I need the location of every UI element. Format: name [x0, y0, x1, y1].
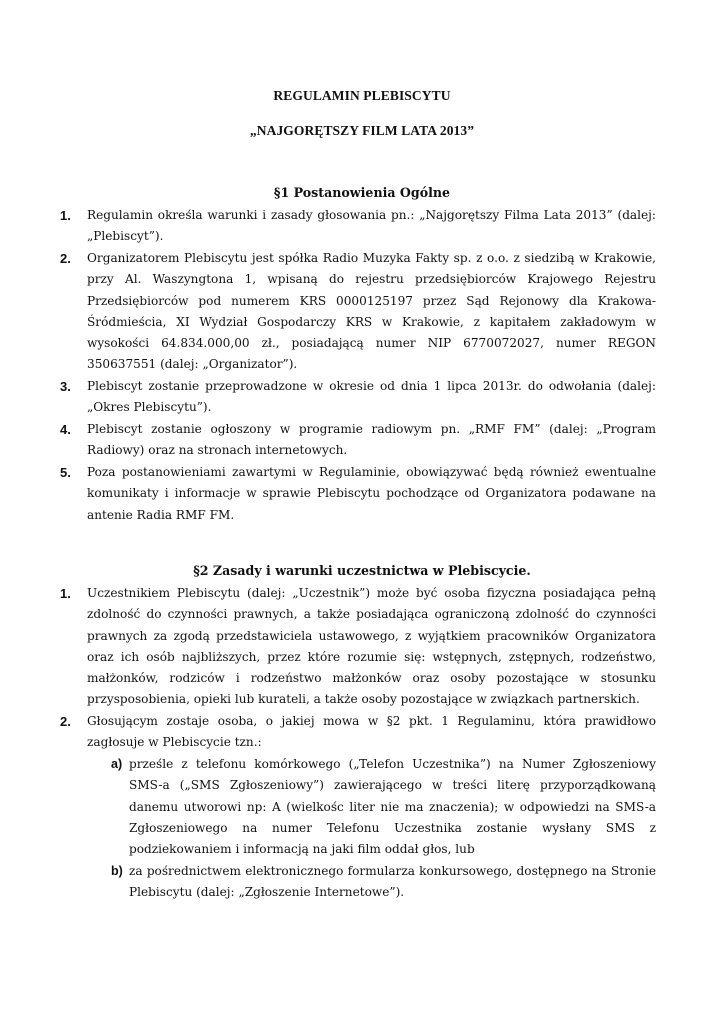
list-item: [60, 462, 656, 526]
list-item-number: 2.: [60, 714, 71, 729]
list-item-text: Plebiscyt zostanie ogłoszony w programie radiowym pn. „RMF FM” (dalej: „Program Radiowy) oraz na stronach internetowych.: [87, 422, 656, 458]
section-2-heading: §2 Zasady i warunki uczestnictwa w Plebiscycie.: [193, 563, 531, 578]
list-item-text: Regulamin określa warunki i zasady głosowania pn.: „Najgorętszy Filma Lata 2013” (dalej: „Plebiscyt”).: [87, 208, 656, 244]
document-subtitle: „NAJGORĘTSZY FILM LATA 2013”: [249, 123, 475, 138]
sub-list-item-letter: b): [111, 864, 123, 878]
list-item: [60, 205, 656, 248]
sub-list-item: [111, 861, 656, 904]
list-item: [60, 583, 656, 711]
list-item-number: 4.: [60, 422, 71, 437]
list-item-number: 1.: [60, 586, 71, 601]
list-item-text: Poza postanowieniami zawartymi w Regulaminie, obowiązywać będą również ewentualne komunikaty i informacje w sprawie Plebiscytu pochodzące od Organizatora podawane na antenie Radia RMF FM.: [87, 465, 656, 522]
list-item-text: Plebiscyt zostanie przeprowadzone w okresie od dnia 1 lipca 2013r. do odwołania (dalej: „Okres Plebiscytu”).: [87, 379, 656, 415]
sub-list-item-text: za pośrednictwem elektronicznego formularza konkursowego, dostępnego na Stronie Plebiscytu (dalej: „Zgłoszenie Internetowe”).: [129, 864, 656, 900]
list-item: [60, 419, 656, 462]
sub-list-item-text: prześle z telefonu komórkowego („Telefon Uczestnika”) na Numer Zgłoszeniowy SMS-a („SMS Zgłoszeniowy”) zawierającego w treści literę przyporządkowaną danemu utworowi np: A (wielkośc liter nie ma znaczenia); w odpowiedzi na SMS-a Zgłoszeniowego na numer Telefonu Uczestnika zostanie wysłany SMS z podziekowaniem i informacją na jaki film oddał głos, lub: [129, 757, 656, 857]
list-item: [60, 376, 656, 419]
list-item: [60, 711, 656, 754]
sub-list-item: [111, 754, 656, 860]
document-title: REGULAMIN PLEBISCYTU: [273, 88, 451, 103]
list-item-text: Głosującym zostaje osoba, o jakiej mowa w §2 pkt. 1 Regulaminu, która prawidłowo zagłosuje w Plebiscycie tzn.:: [87, 714, 656, 750]
list-item-text: Uczestnikiem Plebiscytu (dalej: „Uczestnik”) może być osoba fizyczna posiadająca pełną zdolność do czynności prawnych, a także posiadająca ograniczoną zdolność do czynności prawnych za zgodą przedstawiciela ustawowego, z wyjątkiem pracowników Organizatora oraz ich osób najbliższych, przez które rozumie się: wstępnych, zstępnych, rodzeństwo, małżonków, rodziców i rodzeństwo małżonków oraz osoby pozostające w stosunku przysposobienia, opieki lub kurateli, a także osoby pozostające w związkach partnerskich.: [87, 586, 656, 707]
list-item-number: 2.: [60, 251, 71, 266]
list-item-text: Organizatorem Plebiscytu jest spółka Radio Muzyka Fakty sp. z o.o. z siedzibą w Krakowie, przy Al. Waszyngtona 1, wpisaną do rejestru przedsiębiorców Krajowego Rejestru Przedsiębiorców pod numerem KRS 0000125197 przez Sąd Rejonowy dla Krakowa-Śródmieścia, XI Wydział Gospodarczy KRS w Krakowie, z kapitałem zakładowym w wysokości 64.834.000,00 zł., posiadającą numer NIP 6770072027, numer REGON 350637551 (dalej: „Organizator”).: [87, 251, 656, 372]
list-item-number: 5.: [60, 465, 71, 480]
section-1-heading: §1 Postanowienia Ogólne: [273, 185, 451, 200]
list-item: [60, 248, 656, 376]
list-item-number: 1.: [60, 208, 71, 223]
list-item-number: 3.: [60, 379, 71, 394]
sub-list-item-letter: a): [111, 757, 123, 771]
